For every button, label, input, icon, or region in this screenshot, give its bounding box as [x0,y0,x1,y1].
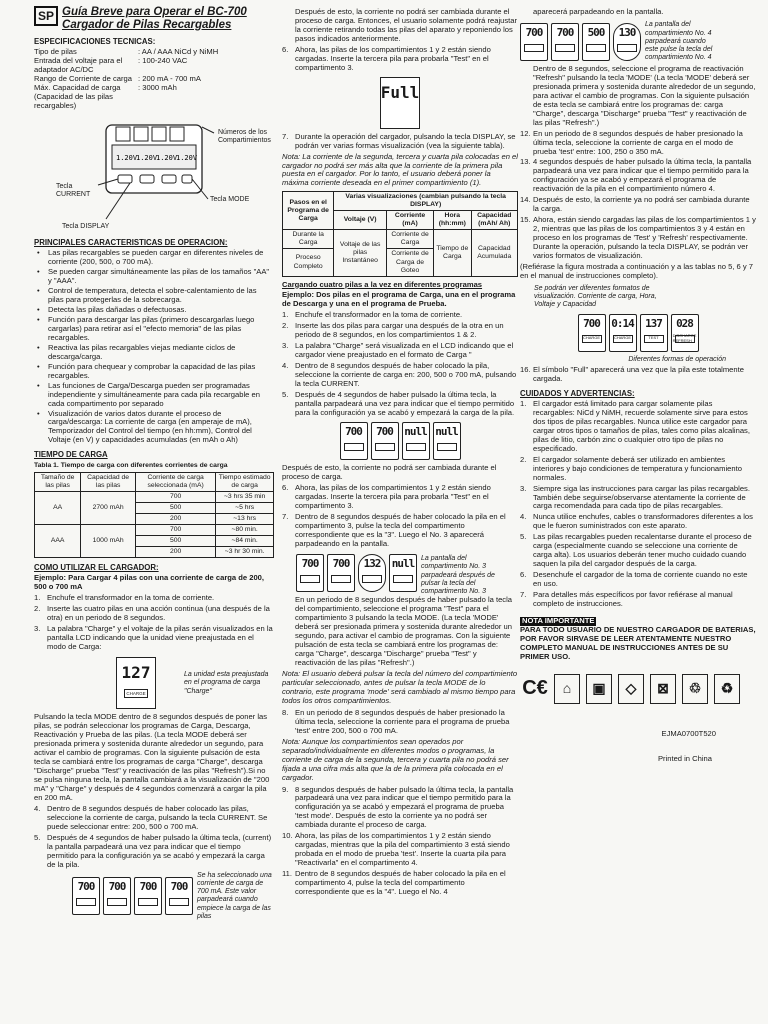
lcd-cell-label [169,898,189,906]
feature-item: • Control de temperatura, detecta el sobre-calentamiento de las pilas para protegerlas de la sobrecarga. [34,287,274,305]
display-table [282,191,518,276]
lcd-b-caption: La pantalla del compartimento No. 3 parpadeará después de pulsar la tecla del compartimento No. 3 [421,555,495,596]
lcd-b-figure [296,550,518,596]
display-table-head-3: Hora (hh:mm) [434,211,471,230]
table-cell-current: 500 [135,535,215,546]
lcd-cell [72,877,100,915]
spec-row [34,84,274,111]
c2-step6: 6. Ahora, las pilas de los compartimientos 1 y 2 están siendo cargadas. Inserte la tercera pila para probarla "Test" en el compartimento 3. [282,46,518,73]
step-number: 1. [34,592,41,602]
language-badge: SP [34,6,58,26]
step-number: 4. [520,512,527,522]
lcd-row-130 [520,23,641,61]
step-text: Nunca utilice enchufes, cables o transformadores diferentes a los que le fueron suministrados con este aparato. [533,512,753,531]
step-number: 1. [282,310,289,320]
c2-step7: 7. Durante la operación del cargador, pulsando la tecla DISPLAY, se podrán ver varias formas visualización (vea la siguiente tabla). [282,133,518,151]
display-table-head-2: Corriente (mA) [386,211,433,230]
safety-mark-icon: ◇ [618,674,644,704]
display-cell: Tiempo de Carga [434,230,471,276]
lcd-row-formats [520,314,756,352]
c2-step8: 8. En un periodo de 8 segundos después de haber presionado la última tecla, seleccione la corriente para el programa de prueba 'test' entre 200, 500 o 700 mA. [282,709,518,736]
lcd-preset-caption: La unidad esta preajustada en el programa de carga "Charge" [184,671,269,695]
step-item [34,805,274,832]
step-number: 2. [520,454,527,464]
c3-step14-text: Después de esto, la corriente ya no podrá ser cambiada durante la carga. [533,195,750,214]
table-cell-time: ~80 min. [216,524,274,535]
table-cell-time: ~5 hrs [216,502,274,513]
table-row [35,524,274,535]
step-item [520,485,756,512]
header [34,6,274,31]
lcd-cell-label: DISCHARGE REFRESH [672,332,697,343]
display-table-head-1: Voltaje (V) [334,211,387,230]
step-item [282,311,518,320]
step-item [34,605,274,623]
lcd-value-1: 1.20V [116,154,138,163]
lcd-cell-label [406,443,426,451]
feature-item: • Las funciones de Carga/Descarga pueden ser programadas independiente y simultáneamente para cada pila recargable en cada compartimento por separado [34,382,274,409]
step-text: Después de 4 segundos de haber pulsado la última tecla, (current) la pantalla parpadeará una vez para indicar que el tiempo permitido para la configuración ya se acabó y empezará la carga de la pila. [47,832,272,869]
step-text: Inserte las cuatro pilas en una acción continua (una después de la otra) en un periodo de 8 segundos. [47,603,270,622]
lcd-preset-value: 127 [121,663,151,683]
use-example: Ejemplo: Para Cargar 4 pilas con una corriente de carga de 200, 500 o 700 mA [34,572,265,591]
table-cell-current: 200 [135,513,215,524]
step-item [282,362,518,389]
step-number: 3. [282,341,289,351]
step-text: El cargador solamente deberá ser utilizado en ambientes interiores y bajo condiciones de temperatura y funcionamiento normales. [533,454,742,482]
spec-key: Tipo de pilas [34,47,77,57]
column-middle [282,0,518,1024]
lcd-cell-value: 132 [363,557,381,571]
pointer-compartments [202,127,214,133]
lcd-cell-label [393,575,413,583]
c3-step16: 16. El símbolo "Full" aparecerá una vez que la pila este totalmente cargada. [520,366,756,384]
page-title: Guía Breve para Operar el BC-700 Cargador de Pilas Recargables [62,6,247,31]
table-header: Corriente de carga seleccionada (mA) [135,472,215,491]
lcd-cell-value: 028 [676,316,693,330]
lcd-cell-label [524,44,544,52]
step-number: 4. [282,361,289,371]
lcd-cell [613,23,641,61]
lcd-cell [340,422,368,460]
prog-example: Ejemplo: Dos pilas en el programa de Carga, una en el programa de Descarga y una en el programa de Prueba. [282,290,516,309]
feature-item: • Se pueden cargar simultáneamente las pilas de los tamaños "AA" y "AAA". [34,268,274,286]
c3-ref: (Refiérase la figura mostrada a continuación y a las tablas no 5, 6 y 7 en el manual de instrucciones completo). [520,261,754,280]
lcd-700-figure [72,872,274,922]
lcd-preset [116,657,156,709]
c2-steps-9-11: 9. 8 segundos después de haber pulsado la última tecla, la pantalla parpadeará una vez para indicar que el tiempo permitido para la configuración ya se acabó y empezará el programa de prueba 'test mode'. Después de esto la corriente ya no podrá ser cambiada durante el proceso de carga. 10. Ahora, las pilas de los compartimientos 1 y 2 están siendo cargadas, mientras que la pila del compartimiento 3 está siendo probada en el modo de prueba 'test'. Inserte la cuarta pila para "Reactivarla" en el compartimento 4. 11. Dentro de 8 segundos después de haber colocado la pila en el compartimento 4, pulse la tecla del compartimento correspondiente que es la "4". Luego el No. 4 [282,786,518,897]
lcd-cell-value: null [404,424,427,438]
lcd-cell-label [362,575,382,583]
table-header: Tamaño de las pilas [35,472,81,491]
table-cell-capacity: 1000 mAh [81,524,136,557]
c2-step9-text: 8 segundos después de haber pulsado la última tecla, la pantalla parpadeará una vez para indicar que el tiempo permitido para la configuración ya se acabó y empezará el programa de prueba 'test mode'. Después de esto la corriente ya no podrá ser cambiada durante el proceso de carga. [295,784,514,830]
lcd-value-2: 1.20V [136,154,158,163]
step-item [34,625,274,652]
step-text: Las pilas recargables pueden recalentarse durante el proceso de carga (especialmente cuando se seleccione una corriente de carga alta). Los usuarios deberán tener mucho cuidado cuando saquen la pila del cargador después de la carga. [533,532,752,569]
feature-item: • Visualización de varios datos durante el proceso de carga/descarga: La corriente de carga (en amperaje de mA), Temporizador del Control del tiempo (en hh:mm), Control del Voltaje (en V) y capacidades acumuladas (en mAh o Ah) [34,410,274,446]
step-item [282,342,518,360]
lcd-cell-value: 700 [525,25,543,39]
step-number: 1. [520,398,527,408]
ce-mark-icon: C€ [522,676,548,699]
step-text: La palabra "Charge" será visualizada en el LCD indicando que el cargador viene preajustado en el formato de Carga " [295,341,514,360]
lcd-cell [520,23,548,61]
use-mode-paragraph: Pulsando la tecla MODE dentro de 8 segundos después de poner las pilas, se podrán seleccionar los programas de Carga, Descarga, Reactivación y Prueba de las pilas. (La tecla MODE deberá ser presionada primera y sostenida durante alrededor un segundo, para activar el cambio de programas. Con la siguiente pulsación de esta tecla se cambiará entre los programas de carga "Charge", descarga "Discharge" prueba "Test" y reactivación de las pilas "Refresh").Si no se pulsa ninguna tecla, la pantalla cambiará a la visualización de "200 mA" y "Charge" y después de 4 segundos comenzará a cargar la pila en 200 mA. [34,712,270,803]
lcd-cell-value: 500 [587,25,605,39]
weee-bin-icon: ⊠ [650,674,676,704]
lcd-cell-label [107,898,127,906]
lcd-cell-value: 137 [645,316,662,330]
table-cell-current: 500 [135,502,215,513]
lcd-cell-value: 700 [77,880,95,894]
lcd-cell [389,554,417,592]
table-cell-size: AA [35,491,81,524]
table-cell-capacity: 2700 mAh [81,491,136,524]
important-badge: NOTA IMPORTANTE [522,615,595,625]
lcd-cell-value: 700 [556,25,574,39]
table-cell-current: 700 [135,491,215,502]
lcd-cell-value: 130 [618,25,636,39]
class-ii-icon: ▣ [586,674,612,704]
display-table-head-4: Capacidad (mAh/ Ah) [471,211,518,230]
label-compartments: Números de los Compartimientos [218,129,271,145]
lcd-cell-value: 700 [376,424,393,438]
step-text: Dentro de 8 segundos después de haber colocado las pilas, seleccione la corriente de carga, pulsando la tecla CURRENT. Se puede seleccionar entre: 200, 500 o 700 mA. [47,804,268,831]
table-header: Capacidad de las pilas [81,472,136,491]
c2-step8-text: En un periodo de 8 segundos después de haber presionado la última tecla, seleccione la corriente para el programa de prueba 'test' entre 200, 500 o 700 mA. [295,707,510,735]
spec-value: : AA / AAA NiCd y NiMH [138,47,219,57]
step-text: Enchufe el transformador en la toma de corriente. [295,310,463,320]
spec-row [34,57,274,75]
feature-item: • Reactiva las pilas recargables viejas mediante ciclos de descarga/carga. [34,344,274,362]
lcd-cell-label [555,44,575,52]
recycle-icon: ♻ [714,674,740,704]
lcd-row-null [282,422,518,460]
step-item [520,571,756,589]
spec-value: : 100-240 VAC [138,56,188,66]
c2-step6b: 6. Ahora, las pilas de los compartimientos 1 y 2 están siendo cargadas. Inserte la tercera pila para probarla "Test" en el compartimento 3. 7. Dentro de 8 segundos después de haber colocado la pila en el compartimento 3, pulse la tecla del compartimento correspondiente que es la "3". Luego el No. 3 aparecerá parpadeando en la pantalla. [282,484,518,549]
spec-key: Rango de Corriente de carga [34,74,132,84]
label-display: Tecla DISPLAY [62,223,110,230]
step-item [520,533,756,569]
c2-step7-text: Durante la operación del cargador, pulsando la tecla DISPLAY, se podrán ver varias formas visualización (vea la siguiente tabla). [295,131,516,150]
lcd-cell-label [375,443,395,451]
lcd-cell [103,877,131,915]
lcd-cell [578,314,606,352]
c2-step6b-text: Ahora, las pilas de los compartimientos 1 y 2 están siendo cargadas. Inserte la tercera pila para probarla "Test" en el compartimento 3. [295,482,491,510]
time-heading: TIEMPO DE CARGA [34,450,108,460]
step-text: Desenchufe el cargador de la toma de corriente cuando no este en uso. [533,570,748,589]
use-heading: COMO UTILIZAR EL CARGADOR: [34,562,159,572]
table-cell-time: ~13 hrs [216,513,274,524]
lcd-cell-label [300,575,320,583]
lcd-d-caption: Diferentes formas de operación [628,355,726,363]
use-steps-continued [34,805,274,870]
step-text: Enchufe el transformador en la toma de corriente. [47,592,215,602]
c2-note2: Nota: El usuario deberá pulsar la tecla del número del compartimiento particular seleccionado, antes de pulsar la tecla MODE de lo contrario, este programa 'mode' será cambiado al mismo tiempo para todos los otros compartimientos. [282,669,518,705]
features-heading: PRINCIPALES CARACTERISTICAS DE OPERACION: [34,238,228,248]
step-number: 3. [34,623,41,633]
step-item [520,456,756,483]
feature-item: • Detecta las pilas dañadas o defectuosas. [34,306,274,315]
c3-formats: Se podrán ver diferentes formatos de visualización. Corriente de carga, Hora, Voltaje y Capacidad [534,284,657,309]
lcd-cell-value: 700 [108,880,126,894]
c2-note3: Nota: Aunque los compartimientos sean operados por separado/individualmente en diferentes modos o programas, la corriente de carga de la segunda, tercera y cuarta pila no podrá ser fijada a una cifra más alta que la de la primera pila colocada en el cargador. [282,736,509,782]
display-cell: Durante la Carga [283,230,334,249]
lcd-value-4: 1.20V [176,154,198,163]
c2-intro: Después de esto, la corriente no podrá ser cambiada durante el proceso de carga. Entonces, el usuario solamente podrá reajustar la corriente retirando todas las pilas del aparato y reponiendo los pasos indicados anteriormente. [295,7,518,43]
c3-step13-text: 4 segundos después de haber pulsado la última tecla, la pantalla parpadeará una vez para indicar que el tiempo permitido para la configuración ya se acabó y empezará el programa de reactivación de la pila en el compartimiento número 4. [533,157,752,194]
lcd-cell [551,23,579,61]
step-item [282,322,518,340]
lcd-cell [165,877,193,915]
lcd-cell-label [344,443,364,451]
lcd-cell-label [331,575,351,583]
lcd-c-figure [520,19,756,65]
c2-note: Nota: La corriente de la segunda, tercera y cuarta pila colocadas en el cargador no podrá ser más alta que la corriente de la primera pila puesta en el cargador. Por lo tanto, el usuario deberá poner la máxima corriente deseada en el primer compartimiento (1). [282,151,518,188]
lcd-c-caption: La pantalla del compartimiento No. 4 parpadeará cuando este pulse la tecla del compartimiento No. 4 [645,21,713,62]
c2-after: Después de esto, la corriente no podrá ser cambiada durante el proceso de carga. [282,462,497,481]
lcd-row-132 [296,554,417,592]
lcd-cell-value: 700 [345,424,362,438]
lcd-cell [582,23,610,61]
lcd-cell [640,314,668,352]
lcd-row-700 [72,877,193,915]
c3-para: Dentro de 8 segundos, seleccione el programa de reactivación "Refresh" pulsando la tecla 'MODE' (La tecla 'MODE' deberá ser presionada primera y sostenida durante alrededor de un segundo, para activar el cambio de programas. Con la siguiente pulsación de esta tecla se cambiará entre los programas de: carga "Charge", descarga "Discharge" prueba "Test" y reactivación de las pilas "Refresh".) [533,63,756,127]
step-text: Dentro de 8 segundos después de haber colocado la pila, seleccione la corriente de carga en: 200, 500 o 700 mA, pulsando la tecla CURRENT. [295,361,517,389]
lcd-cell-label: TEST [644,335,664,343]
warn-heading: CUIDADOS Y ADVERTENCIAS: [520,388,635,398]
display-table-head-0: Pasos en el Programa de Carga [283,192,334,230]
lcd-cell-label [76,898,96,906]
step-number: 7. [520,590,527,600]
step-item [282,391,518,418]
lcd-cell-value: 700 [139,880,157,894]
lcd-cell [609,314,637,352]
step-text: La palabra "Charge" y el voltaje de la pilas serán visualizados en la pantalla LCD indicando que la unidad viene preajustada en el modo de Carga: [47,623,273,651]
features-list [34,249,274,445]
c2-step10-text: Ahora, las pilas de los compartimientos 1 y 2 están siendo cargadas, mientras que la pila del compartimiento 3 está siendo probada en el modo de prueba 'test'. Inserte la cuarta pila para "Reactivarla" en el compartimento 4. [295,831,510,868]
display-cell: Corriente de Carga [386,230,433,249]
step-number: 5. [520,532,527,542]
step-number: 2. [34,603,41,613]
table-cell-size: AAA [35,524,81,557]
label-mode: Tecla MODE [210,196,250,203]
display-cell: Capacidad Acumulada [471,230,518,276]
lcd-cell [327,554,355,592]
c3-step15-text: Ahora, están siendo cargadas las pilas de los compartimientos 1 y 2, mientras que las pilas de los compartimientos 3 y 4 están en proceso en los programas de 'Test' y 'Refresh' respectivamente. Durante la operación, pulsando la tecla DISPLAY, se podrán ver varios formatos de visualización. [533,215,756,261]
charge-time-table [34,472,274,558]
c3-step16-text: El símbolo "Full" aparecerá una vez que la pila este totalmente cargada. [533,364,744,383]
spec-key: Entrada del voltaje para el adaptador AC/DC [34,56,123,75]
prog-steps [282,311,518,417]
display-cell: Voltaje de las pilas Instantáneo [334,230,387,276]
step-item [34,834,274,870]
step-number: 4. [34,804,41,814]
c2-para2: En un periodo de 8 segundos después de haber pulsado la tecla del compartimiento, seleccione el programa "Test" para el compartimiento 3 pulsando la tecla MODE. (La tecla 'MODE' deberá ser presionada primera y sostenida durante alrededor un segundo, para activar el cambio de programas. Con la siguiente pulsación de esta tecla se cambiará entre los programas de: carga "Charge", descarga "Discharge" prueba "Test" y reactivación de las pilas "Refresh".) [295,595,513,668]
important-text: PARA TODO USUARIO DE NUESTRO CARGADOR DE BATERIAS, POR FAVOR SIRVASE DE LEER ATENTAMENTE NUESTRO COMPLETO MANUAL DE INSTRUCCIONES ANTES DE SU PRIMER USO. [520,624,756,661]
step-text: Después de 4 segundos de haber pulsado la última tecla, la pantalla parpadeará una vez para indicar que el tiempo permitido para la configuración ya se acabó y empezará la carga de la pila. [295,390,515,417]
battery-recycle-icon: ♲ [682,674,708,704]
lcd-cell-value: null [391,557,415,571]
table-header: Tiempo estimado de carga [216,472,274,491]
display-table-span: Varias visualizaciones (cambian pulsando la tecla DISPLAY) [334,192,518,211]
lcd-cell-value: 700 [301,557,319,571]
lcd-cell-label [138,898,158,906]
lcd-cell [134,877,162,915]
model-code: EJMA0700T520 [661,728,716,738]
step-item [520,400,756,454]
step-item [520,513,756,531]
step-number: 3. [520,483,527,493]
c2-step6-text: Ahora, las pilas de los compartimientos 1 y 2 están siendo cargadas. Inserte la tercera pila para probarla "Test" en el compartimento 3. [295,44,491,72]
lcd-cell-label [617,44,637,52]
lcd-cell-value: 0:14 [611,316,634,330]
lcd-cell-value: 700 [170,880,188,894]
c3-top: aparecerá parpadeando en la pantalla. [533,7,664,16]
warn-list [520,400,756,609]
printed-in: Printed in China [657,753,712,763]
spec-value: : 3000 mAh [138,83,177,93]
lcd-value-3: 1.20V [156,154,178,163]
lcd-full [380,77,420,129]
table-cell-current: 200 [135,546,215,557]
lcd-cell-label [437,443,457,451]
c3-step12-text: En un periodo de 8 segundos después de haber presionado la última tecla, seleccione la corriente de carga en el modo de prueba 'test' entre: 100, 250 o 350 mA. [533,128,743,156]
lcd-preset-label: CHARGE [124,689,148,698]
step-text: Siempre siga las instrucciones para cargar las pilas recargables. También debe seguirse/observarse atentamente la corriente de carga recomendada para cada tipo de pilas recargables. [533,483,750,511]
lcd-cell [371,422,399,460]
lcd-cell [433,422,461,460]
c3-steps-12-15: 12. En un periodo de 8 segundos después de haber presionado la última tecla, seleccione la corriente de carga en el modo de prueba 'test' entre: 100, 250 o 350 mA. 13. 4 segundos después de haber pulsado la última tecla, la pantalla parpadeará una vez para indicar que el tiempo permitido para la configuración ya se acabó y empezará el programa de reactivación de la pila en el compartimiento número 4. 14. Después de esto, la corriente ya no podrá ser cambiada durante la carga. 15. Ahora, están siendo cargadas las pilas de los compartimientos 1 y 2, mientras que las pilas de los compartimientos 3 y 4 están en proceso en los programas de 'Test' y 'Refresh' respectivamente. Durante la operación, pulsando la tecla DISPLAY, se podrán ver varios formatos de visualización. [520,128,756,261]
specs-heading: ESPECIFICACIONES TECNICAS: [34,37,156,47]
spec-key: Máx. Capacidad de carga (Capacidad de las pilas recargables) [34,83,121,111]
lcd-preset-figure [94,653,274,713]
lcd-cell-value: 700 [332,557,350,571]
display-cell: Proceso Completo [283,249,334,276]
column-right [520,0,756,1024]
step-text: Para detalles más específicos por favor refiérase al manual completo de instrucciones. [533,590,733,608]
use-steps [34,594,274,652]
table-cell-time: ~3 hrs 35 min [216,491,274,502]
lcd-cell-label: CHARGE [582,335,602,343]
table-row [35,491,274,502]
indoor-use-icon: ⌂ [554,674,580,704]
table-cell-time: ~84 min. [216,535,274,546]
spec-value: : 200 mA - 700 mA [138,74,201,84]
lcd-cell-value: null [435,424,458,438]
cert-icons [522,674,756,704]
table-caption: Tabla 1. Tiempo de carga con diferentes corrientes de carga [34,461,228,469]
lcd-cell-label: CHARGE [613,335,633,343]
prog-heading: Cargando cuatro pilas a la vez en diferentes programas [282,279,483,289]
specs-list [34,48,274,111]
lcd-cell-label [586,44,606,52]
lcd-cell [402,422,430,460]
label-current: Tecla CURRENT [56,183,91,199]
column-left [34,0,274,1024]
table-cell-current: 700 [135,524,215,535]
lcd-full-value: Full [380,82,420,102]
feature-item: • Las pilas recargables se pueden cargar en diferentes niveles de corriente (200, 500, o 700 mA). [34,249,274,267]
step-text: El cargador está limitado para cargar solamente pilas recargables: NiCd y NiMH, recuerde solamente sirve para estos dos tipos de pilas recargables. Nunca utilice este cargador para cargar otros tipos o tamaños de pilas, tales como pilas alcalinas, pilas de litio, carbón zinc o cualquier otro tipo de pilas no especificado. [533,398,750,453]
lcd-cell [296,554,324,592]
lcd-700-caption: Se ha seleccionado una corriente de carga de 700 mA. Este valor parpadeará cuando empiece la carga de las pilas [197,871,272,920]
lcd-cell [671,314,699,352]
c2-step7b-text: Dentro de 8 segundos después de haber colocado la pila en el compartimento 3, pulse la tecla del compartimento correspondiente que es la "3". Luego el No. 3 aparecerá parpadeando en la pantalla. [295,511,506,548]
display-cell: Corriente de Carga de Goteo [386,249,433,276]
step-text: Inserte las dos pilas para cargar una después de la otra en un periodo de 8 segundos, en los compartimientos 1 & 2. [295,321,504,340]
step-number: 5. [34,832,41,842]
feature-item: • Función para descargar las pilas (primero descargarlas luego cargarlas) para retirar así el "efecto memoria" de las pilas recargables. [34,316,274,343]
c2-step11-text: Dentro de 8 segundos después de haber colocado la pila en el compartimento 4, pulse la tecla del compartimento correspondiente que es la "4". Luego el No. 4 [295,869,506,896]
feature-item: • Función para chequear y comprobar la capacidad de las pilas recargables. [34,363,274,381]
table-cell-time: ~3 hr 30 min. [216,546,274,557]
step-number: 5. [282,390,289,400]
lcd-cell [358,554,386,592]
lcd-cell-value: 700 [583,316,600,330]
step-item [34,594,274,603]
step-item [520,591,756,609]
step-number: 2. [282,321,289,331]
step-number: 6. [520,570,527,580]
